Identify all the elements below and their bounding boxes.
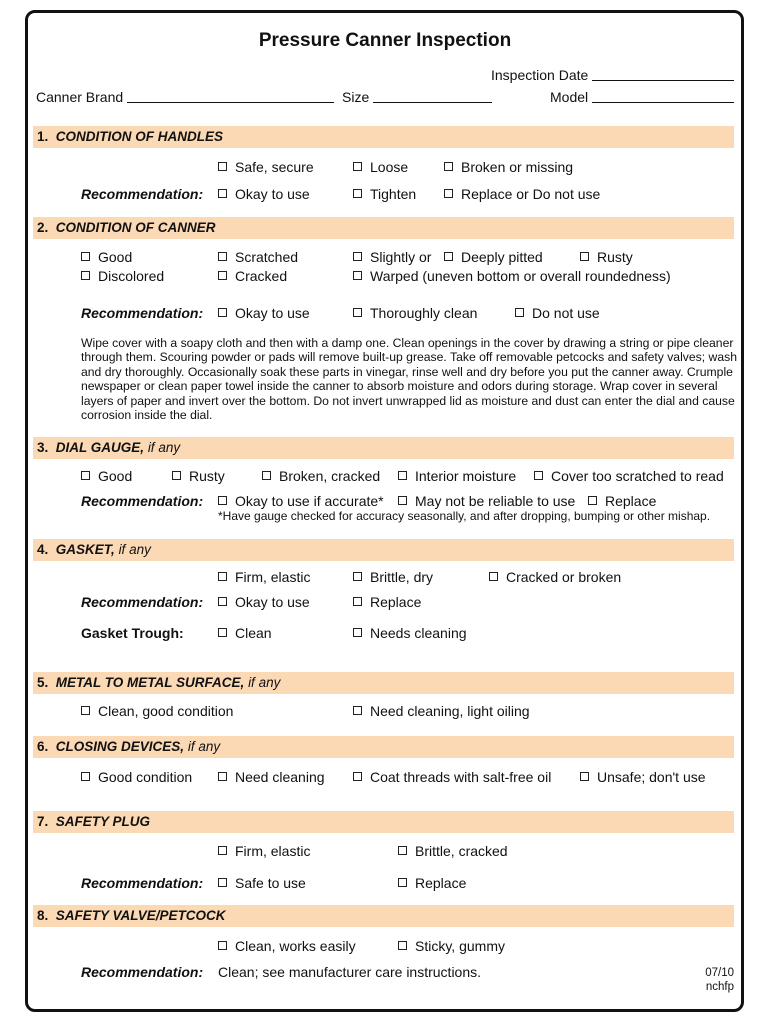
checkbox[interactable]: [353, 162, 362, 171]
checkbox-option[interactable]: May not be reliable to use: [398, 493, 575, 509]
checkbox[interactable]: [398, 471, 407, 480]
checkbox[interactable]: [353, 252, 362, 261]
gauge-note: *Have gauge checked for accuracy seasonally, and after dropping, bumping or other mishap.: [218, 509, 711, 523]
section-4-header: 4. GASKET, if any: [33, 539, 734, 561]
section-7-header: 7. SAFETY PLUG: [33, 811, 734, 833]
checkbox-option[interactable]: Okay to use: [218, 186, 310, 202]
cleaning-instructions: Wipe cover with a soapy cloth and then with a damp one. Clean openings in the cover by drawing a string or pipe cleaner through them. Scouring powder or pads will remove built-up grease. Take off removable petcocks and safety valves; wash and dry thoroughly. Occasionally soak these parts in vinegar, rinse well and dry before you put the canner away. Crumple newspaper or clean paper towel inside the canner to absorb moisture and odors during storage. Wrap cover in several layers of paper and invert over the bottom. Do not invert unwrapped lid as moisture and dust can enter the dial and cause corrosion inside the dial.: [81, 336, 737, 423]
checkbox-option[interactable]: Scratched: [218, 249, 298, 265]
checkbox-option[interactable]: Good condition: [81, 769, 192, 785]
recommendation-label: Recommendation:: [81, 186, 204, 202]
recommendation-text: Clean; see manufacturer care instructions.: [218, 964, 482, 980]
checkbox-option[interactable]: Tighten: [353, 186, 416, 202]
section-8-header: 8. SAFETY VALVE/PETCOCK: [33, 905, 734, 927]
section-8-title: SAFETY VALVE/PETCOCK: [55, 908, 226, 923]
checkbox-option[interactable]: Interior moisture: [398, 468, 516, 484]
checkbox[interactable]: [81, 271, 90, 280]
checkbox-option[interactable]: Cracked or broken: [489, 569, 621, 585]
checkbox[interactable]: [353, 706, 362, 715]
size-field[interactable]: [373, 102, 492, 103]
checkbox-option[interactable]: Firm, elastic: [218, 843, 310, 859]
checkbox-option[interactable]: Okay to use: [218, 594, 310, 610]
checkbox[interactable]: [218, 846, 227, 855]
checkbox[interactable]: [81, 252, 90, 261]
recommendation-label: Recommendation:: [81, 964, 204, 980]
checkbox[interactable]: [515, 308, 524, 317]
checkbox[interactable]: [218, 271, 227, 280]
checkbox[interactable]: [218, 496, 227, 505]
checkbox-option[interactable]: Needs cleaning: [353, 625, 467, 641]
checkbox[interactable]: [444, 189, 453, 198]
section-7-title: SAFETY PLUG: [55, 814, 151, 829]
checkbox[interactable]: [444, 162, 453, 171]
checkbox-option[interactable]: Cracked: [218, 268, 287, 284]
checkbox-option[interactable]: Broken, cracked: [262, 468, 380, 484]
section-5-title: METAL TO METAL SURFACE,: [55, 675, 245, 690]
checkbox[interactable]: [218, 189, 227, 198]
checkbox[interactable]: [398, 878, 407, 887]
checkbox[interactable]: [172, 471, 181, 480]
checkbox-option[interactable]: Brittle, dry: [353, 569, 433, 585]
inspection-date-label: Inspection Date: [491, 67, 589, 83]
checkbox-option[interactable]: Unsafe; don't use: [580, 769, 706, 785]
checkbox-option[interactable]: Deeply pitted: [444, 249, 543, 265]
checkbox[interactable]: [81, 772, 90, 781]
section-3-title: DIAL GAUGE,: [55, 440, 145, 455]
recommendation-label: Recommendation:: [81, 305, 204, 321]
checkbox[interactable]: [218, 878, 227, 887]
checkbox-option[interactable]: Replace: [588, 493, 656, 509]
section-2-header: 2. CONDITION OF CANNER: [33, 217, 734, 239]
section-1-title: CONDITION OF HANDLES: [55, 129, 224, 144]
checkbox-option[interactable]: Clean, good condition: [81, 703, 233, 719]
recommendation-label: Recommendation:: [81, 594, 204, 610]
checkbox[interactable]: [353, 271, 362, 280]
checkbox[interactable]: [489, 572, 498, 581]
checkbox[interactable]: [398, 496, 407, 505]
checkbox[interactable]: [444, 252, 453, 261]
checkbox[interactable]: [81, 706, 90, 715]
checkbox-option[interactable]: Need cleaning: [218, 769, 325, 785]
checkbox[interactable]: [353, 597, 362, 606]
section-6-title: CLOSING DEVICES,: [55, 739, 185, 754]
checkbox-option[interactable]: Brittle, cracked: [398, 843, 508, 859]
canner-brand-label: Canner Brand: [36, 89, 124, 105]
section-5-header: 5. METAL TO METAL SURFACE, if any: [33, 672, 734, 694]
checkbox-option[interactable]: Coat threads with salt-free oil: [353, 769, 551, 785]
checkbox-option[interactable]: Loose: [353, 159, 408, 175]
checkbox-option[interactable]: Safe to use: [218, 875, 306, 891]
section-1-header: 1. CONDITION OF HANDLES: [33, 126, 734, 148]
checkbox[interactable]: [588, 496, 597, 505]
section-3-header: 3. DIAL GAUGE, if any: [33, 437, 734, 459]
checkbox-option[interactable]: Replace: [353, 594, 421, 610]
recommendation-label: Recommendation:: [81, 875, 204, 891]
section-4-title: GASKET,: [55, 542, 115, 557]
checkbox[interactable]: [580, 252, 589, 261]
checkbox-option[interactable]: Okay to use if accurate*: [218, 493, 384, 509]
checkbox-option[interactable]: Discolored: [81, 268, 164, 284]
inspection-date-field[interactable]: [592, 80, 734, 81]
checkbox-option[interactable]: Clean: [218, 625, 272, 641]
checkbox-option[interactable]: Need cleaning, light oiling: [353, 703, 530, 719]
checkbox[interactable]: [218, 308, 227, 317]
checkbox-option[interactable]: Okay to use: [218, 305, 310, 321]
checkbox-option[interactable]: Warped (uneven bottom or overall roundedness): [353, 268, 671, 284]
checkbox[interactable]: [218, 162, 227, 171]
checkbox-option[interactable]: Replace: [398, 875, 466, 891]
checkbox-option[interactable]: Firm, elastic: [218, 569, 310, 585]
model-label: Model: [550, 89, 589, 105]
checkbox[interactable]: [534, 471, 543, 480]
section-6-header: 6. CLOSING DEVICES, if any: [33, 736, 734, 758]
checkbox[interactable]: [218, 772, 227, 781]
checkbox-option[interactable]: Cover too scratched to read: [534, 468, 724, 484]
checkbox[interactable]: [398, 846, 407, 855]
checkbox-option[interactable]: Thoroughly clean: [353, 305, 477, 321]
recommendation-label: Recommendation:: [81, 493, 204, 509]
page-title: Pressure Canner Inspection: [258, 30, 512, 51]
checkbox-option[interactable]: Sticky, gummy: [398, 938, 505, 954]
gasket-trough-label: Gasket Trough:: [81, 625, 184, 641]
checkbox[interactable]: [353, 772, 362, 781]
checkbox-option[interactable]: Safe, secure: [218, 159, 314, 175]
checkbox[interactable]: [353, 308, 362, 317]
footer-date: 07/10: [705, 967, 734, 979]
checkbox[interactable]: [353, 189, 362, 198]
checkbox[interactable]: [580, 772, 589, 781]
checkbox-option[interactable]: Slightly or: [353, 249, 431, 265]
model-field[interactable]: [592, 102, 734, 103]
checkbox-option[interactable]: Broken or missing: [444, 159, 573, 175]
checkbox-option[interactable]: Replace or Do not use: [444, 186, 600, 202]
checkbox-option[interactable]: Rusty: [172, 468, 225, 484]
checkbox[interactable]: [218, 628, 227, 637]
checkbox[interactable]: [262, 471, 271, 480]
checkbox-option[interactable]: Good: [81, 468, 132, 484]
checkbox[interactable]: [218, 597, 227, 606]
checkbox[interactable]: [353, 628, 362, 637]
checkbox-option[interactable]: Do not use: [515, 305, 600, 321]
size-label: Size: [342, 89, 370, 105]
checkbox[interactable]: [218, 572, 227, 581]
checkbox[interactable]: [218, 941, 227, 950]
section-2-title: CONDITION OF CANNER: [55, 220, 216, 235]
checkbox[interactable]: [398, 941, 407, 950]
checkbox[interactable]: [81, 471, 90, 480]
checkbox[interactable]: [218, 252, 227, 261]
checkbox-option[interactable]: Rusty: [580, 249, 633, 265]
checkbox-option[interactable]: Clean, works easily: [218, 938, 356, 954]
footer-org: nchfp: [705, 981, 734, 993]
canner-brand-field[interactable]: [127, 102, 334, 103]
footer-code: [705, 966, 734, 994]
checkbox[interactable]: [353, 572, 362, 581]
checkbox-option[interactable]: Good: [81, 249, 132, 265]
